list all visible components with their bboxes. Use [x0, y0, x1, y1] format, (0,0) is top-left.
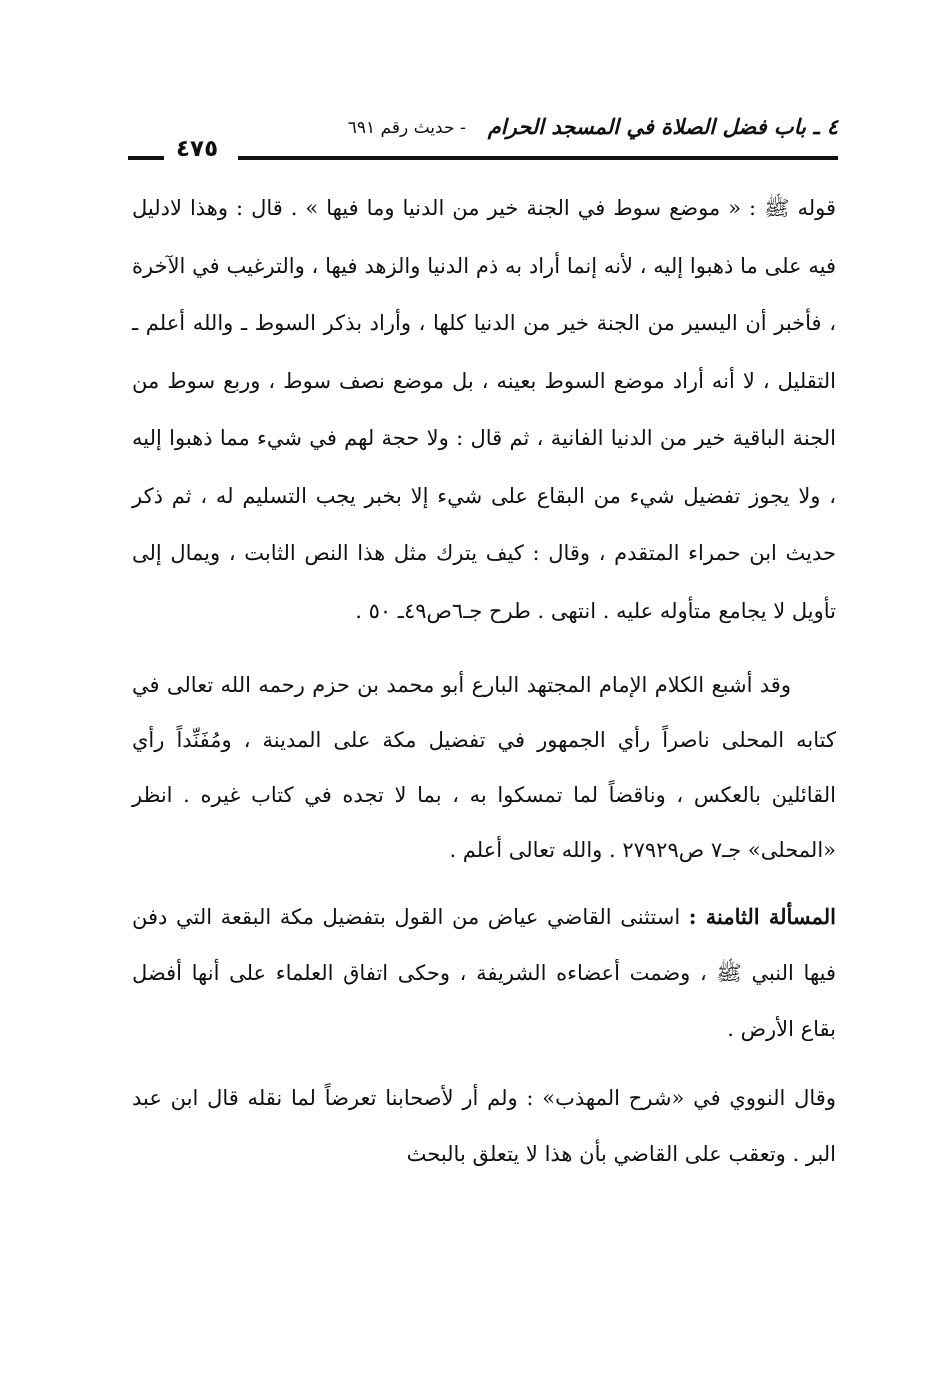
paragraph-2: وقد أشبع الكلام الإمام المجتهد البارع أبو محمد بن حزم رحمه الله تعالى في كتابه المحلى ناصراً رأي الجمهور في تفضيل مكة على المدينة ، ومُفَنِّداً رأي القائلين بالعكس ، وناقضاً لما تمسكوا به ، بما لا تجده في كتاب غيره . انظر «المحلى» جـ٧ ص٢٧٩٢٩ . والله تعالى أعلم .: [132, 673, 836, 862]
header-rule-short: [128, 156, 164, 160]
header-rule-long: [238, 156, 838, 160]
page-body: [132, 180, 836, 1182]
paragraph-1: قوله ﷺ : « موضع سوط في الجنة خير من الدنيا وما فيها » . قال : وهذا لادليل فيه على ما ذهبوا إليه ، لأنه إنما أراد به ذم الدنيا والزهد فيها ، والترغيب في الآخرة ، فأخبر أن اليسير من الجنة خير من الدنيا كلها ، وأراد بذكر السوط ـ والله أعلم ـ التقليل ، لا أنه أراد موضع السوط بعينه ، بل موضع نصف سوط ، وربع سوط من الجنة الباقية خير من الدنيا الفانية ، ثم قال : ولا حجة لهم في شيء مما ذهبوا إليه ، ولا يجوز تفضيل شيء من البقاع على شيء إلا بخبر يجب التسليم له ، ثم ذكر حديث ابن حمراء المتقدم ، وقال : كيف يترك مثل هذا النص الثابت ، ويمال إلى تأويل لا يجامع متأوله عليه . انتهى . طرح جـ٦ص٤٩ـ ٥٠ .: [132, 196, 836, 623]
hadith-reference: - حديث رقم ٦٩١: [347, 118, 466, 138]
page-number: ٤٧٥: [176, 136, 219, 162]
paragraph-4: وقال النووي في «شرح المهذب» : ولم أر لأصحابنا تعرضاً لما نقله قال ابن عبد البر . وتعقب على القاضي بأن هذا لا يتعلق بالبحث: [132, 1086, 836, 1166]
chapter-title: ٤ ـ باب فضل الصلاة في المسجد الحرام: [487, 115, 838, 139]
paragraph-3-text: استثنى القاضي عياض من القول بتفضيل مكة البقعة التي دفن فيها النبي ﷺ ، وضمت أعضاءه الشريفة ، وحكى اتفاق العلماء على أنها أفضل بقاع الأرض .: [132, 905, 836, 1041]
paragraph-3: [132, 889, 836, 1057]
page-header: [128, 112, 838, 168]
issue-heading: المسألة الثامنة :: [688, 904, 836, 929]
